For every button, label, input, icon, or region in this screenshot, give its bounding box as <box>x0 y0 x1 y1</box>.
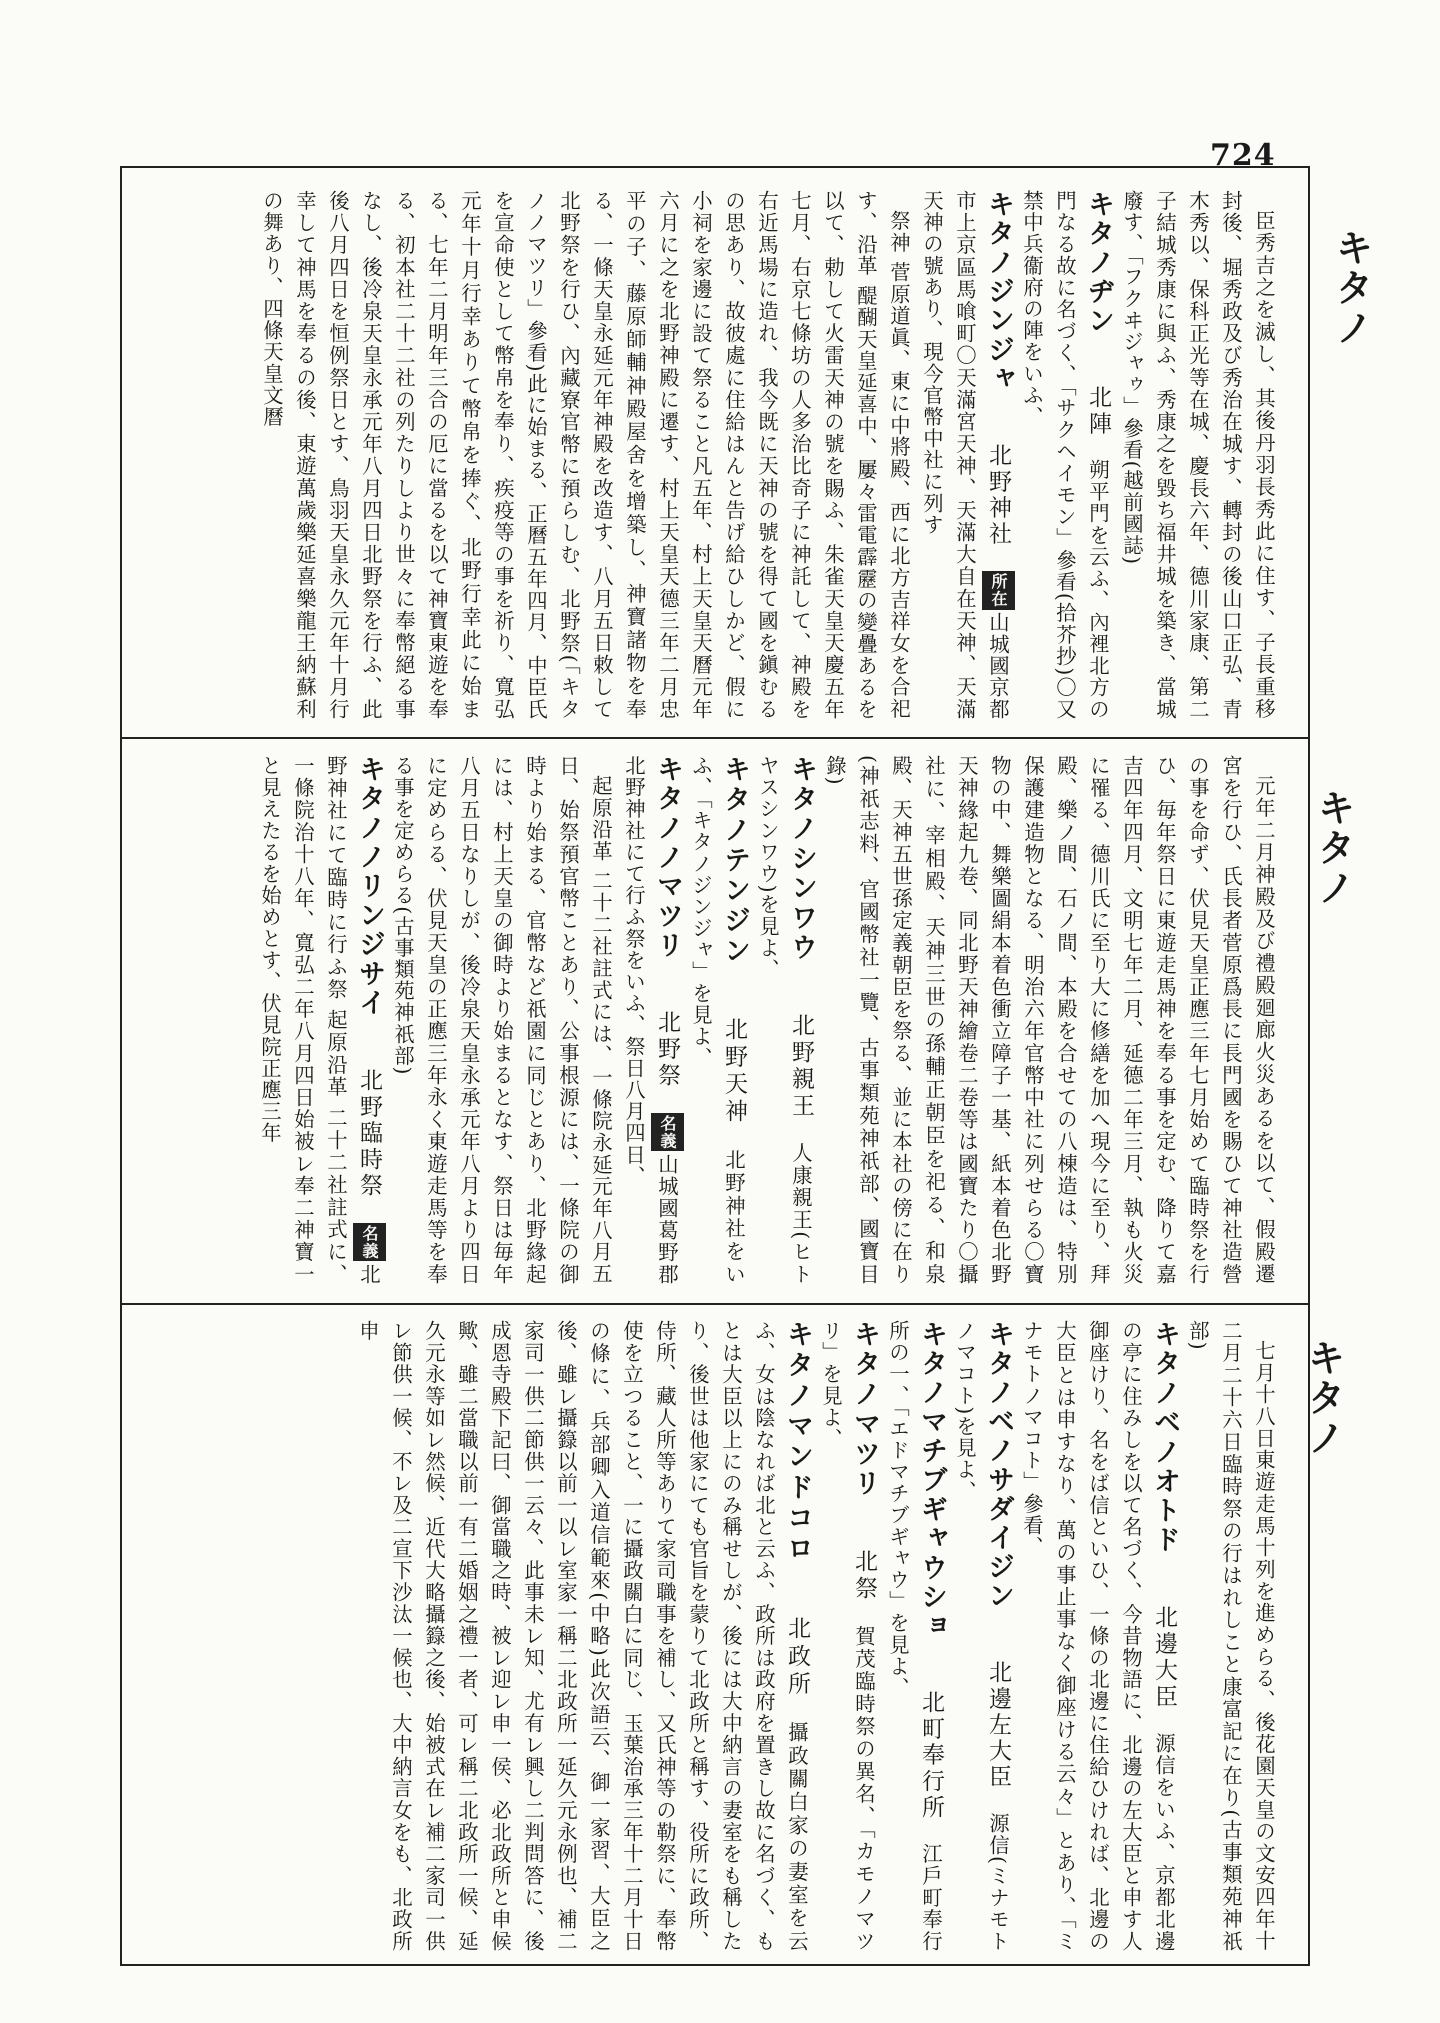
entry-body: 賀茂臨時祭の異名、「カモノマツリ」を見よ、 <box>819 1320 876 1952</box>
entry-headword: キタノマンドコロ <box>782 1320 813 1565</box>
continuation-text: 祭神 菅原道眞、東に中將殿、西に北方吉祥女を合祀す、沿革 醍醐天皇延喜中、屢々雷電霹靂の變疊あるを以て、勅して火雷天神の號を賜ふ、朱雀天皇天慶五年七月、右京七條坊の人多治比奇子に神託して、神殿を右近馬場に造れ、我今既に天神の號を得て國を鎭むるの思あり、故彼處に住給はんと告げ給ひしかど、假に小祠を家邊に設て祭ること凡五年、村上天皇天曆元年六月に之を北野神殿に遷す、村上天皇天德三年二月忠平の子、藤原師輔神殿屋舍を增築し、神寶諸物を奉る、一條天皇永延元年神殿を改造す、八月五日敕して北野祭を行ひ、內藏寮官幣に預らしむ、北野祭(「キタノノマツリ」參看)此に始まる、正曆五年四月、中臣氏を宣命使として幣帛を奉り、疾疫等の事を祈り、寬弘元年十月行幸ありて幣帛を捧ぐ、北野行幸此に始まる、七年二月明年三合の厄に當るを以て神寶東遊を奉る、初本社二十二社の列たりしより世々に奉幣絕る事なし、後冷泉天皇永承元年八月四日北野祭を行ふ、此後八月四日を恒例祭日とす、鳥羽天皇永久元年十月行幸して神馬を奉るの後、東遊萬歲樂延喜樂龍王納蘇利の舞あり、四條天皇文曆 <box>260 190 911 720</box>
dictionary-entry <box>684 755 751 1285</box>
entry-body: 北野神社にて臨時に行ふ祭 起原沿革 二十二社註式に、一條院治十八年、寬弘二年八月四日始被レ奉二神寶一と見えたるを始めとす、伏見院正應三年 <box>258 755 381 1285</box>
entry-kanji: 北野天神 <box>721 1017 747 1127</box>
dictionary-entry <box>751 755 818 1285</box>
entry-headword: キタノマチブギャウショ <box>916 1320 947 1642</box>
entry-tag: 所在 <box>982 571 1015 609</box>
entry-body: 人康親王(ヒトヤスシンワウ)を見よ、 <box>756 755 813 1285</box>
entry-kanji: 北野親王 <box>788 1012 814 1120</box>
continuation-text: 元年二月神殿及び禮殿廻廊火災あるを以て、假殿遷宮を行ひ、氏長者菅原爲長に長門國を賜ひて神社造營の事を命ず、伏見天皇正應三年七月始めて臨時祭を行ひ、毎年祭日に東遊走馬神を奉る事を定む、降りて嘉吉四年四月、文明七年二月、延德二年三月、執も火災に罹る、德川氏に至り大に修繕を加へ現今に至り、拜殿、樂ノ間、石ノ間、本殿を合せての八棟造は、特別保護建造物となる、明治六年官幣中社に列せらる〇寶物の中、舞樂圖絹本着色衝立障子一基、紙本着色北野天神緣起九卷、同北野天神繪卷二卷等は國寶たり〇攝社に、宰相殿、天神三世の孫輔正朝臣を祀る、和泉殿、天神五世孫定義朝臣を祭る、並に本社の傍に在り(神祇志料、官國幣社一覽、古事類苑神祇部、國寶目錄) <box>823 755 1276 1285</box>
entry-kanji: 北陣 <box>1085 385 1111 438</box>
entry-headword: キタノジンジャ <box>983 190 1014 394</box>
entry-headword: キタノマツリ <box>849 1320 880 1500</box>
entry-kanji: 北野臨時祭 <box>356 1067 382 1199</box>
running-head-1: キタノ <box>1329 228 1373 348</box>
entry-headword: キタノヂン <box>1083 190 1114 336</box>
dictionary-entry <box>253 755 386 1285</box>
continuation-text: 臣秀吉之を滅し、其後丹羽長秀此に住す、子長重移封後、堀秀政及び秀治在城す、轉封の後山口正弘、青木秀以、保科正光等在城、慶長六年、德川家康、第二子結城秀康に與ふ、秀康之を毀ち福井城を築き、當城廢す、「フクヰジャゥ」參看(越前國誌) <box>1120 190 1276 720</box>
dictionary-entry <box>881 1320 948 1952</box>
entry-body: 北野神社をいふ、「キタノジンジャ」を見よ、 <box>689 755 746 1285</box>
entry-headword: キタノテンジン <box>719 755 750 967</box>
entry-headword: キタノシンワウ <box>786 755 817 963</box>
entry-tag: 名義 <box>353 1223 386 1261</box>
band-divider-1 <box>120 737 1310 739</box>
band-middle <box>140 755 1280 1285</box>
entry-headword: キタノベノサダイジン <box>983 1320 1014 1612</box>
running-head-3: キタノ <box>1301 1338 1345 1458</box>
entry-body: 朔平門を云ふ、內裡北方の門なる故に名づく、「サクヘイモン」參看(拾芥抄)〇又禁中兵衞府の陣をいふ、 <box>1020 190 1110 720</box>
band-text <box>140 1320 1280 1952</box>
entry-kanji: 北野神社 <box>985 443 1011 548</box>
band-text <box>140 190 1280 720</box>
entry-body: 山城國葛野郡北野神社にて行ふ祭をいふ、祭日八月四日、 <box>622 755 679 1285</box>
entry-tag: 名義 <box>651 1113 684 1151</box>
entry-body: 源信をいふ、京都北邊の亭に住みしを以て名づく、今昔物語に、北邊の左大臣と申す人御座けり、名をば信といひ、一條の北邊に住給ひければ、北邊の大臣とは申すなり、萬の事止事なく御座ける云々」とあり、「ミナモトノマコト」參看、 <box>1020 1320 1176 1952</box>
entry-headword: キタノベノオトド <box>1149 1320 1180 1556</box>
entry-body: 源信(ミナモトノマコト)を見よ、 <box>953 1320 1010 1952</box>
dictionary-entry <box>1015 190 1115 720</box>
entry-body: 江戶町奉行所の一、「エドマチブギャウ」を見よ、 <box>886 1320 943 1952</box>
entry-body: 山城國京都市上京區馬喰町〇天滿宮天神、天滿大自在天神、天滿天神の號あり、現今官幣中社に列す <box>920 190 1010 720</box>
page-number: 724 <box>1210 138 1276 173</box>
entry-headword: キタノノリンジサイ <box>354 755 385 1019</box>
entry-headword: キタノノマツリ <box>652 755 683 961</box>
entry-kanji: 北野祭 <box>654 1009 680 1089</box>
entry-kanji: 北邊大臣 <box>1151 1604 1177 1711</box>
dictionary-entry <box>351 1320 814 1952</box>
dictionary-entry <box>1015 1320 1181 1952</box>
band-divider-2 <box>120 1303 1310 1305</box>
band-bottom <box>140 1320 1280 1952</box>
dictionary-entry <box>814 1320 881 1952</box>
entry-kanji: 北町奉行所 <box>918 1690 944 1822</box>
entry-kanji: 北祭 <box>851 1549 877 1604</box>
entry-kanji: 北邊左大臣 <box>985 1660 1011 1791</box>
entry-body: 攝政關白家の妻室を云ふ、女は陰なれば北と云ふ、政所は政府を置きし故に名づく、もとは大臣以上にのみ稱せしが、後には大中納言の妻室をも稱したり、後世は他家にても官旨を蒙りて北政所と稱す、役所に政所、侍所、藏人所等ありて家司職事を補し、又氏神等の勒祭に、奉幣使を立つること、一に攝政關白に同じ、玉葉治承三年十二月十日の條に、兵部卿入道信範來(中略)此次語云、御一家習、大臣之後、雖レ攝籙以前一以レ室家一稱二北政所一延久元永例也、補二家司一供二節供一云々、此事未レ知、尤有レ興し二判問答に、後成恩寺殿下記曰、御當職之時、被レ迎レ申一侯、必北政所と申候歟、雖二當職以前一有二婚姻之禮一者、可レ稱二北政所一候、延久元永等如レ然候、近代大略攝籙之後、始被式在レ補二家司一供レ節供一候、不レ及二宣下沙汰一候也、大中納言女をも、北政所申 <box>356 1320 809 1952</box>
dictionary-entry <box>617 755 684 1285</box>
running-head-2: キタノ <box>1311 788 1355 908</box>
continuation-text: 起原沿革 二十二社註式には、一條院永延元年八月五日、始祭預官幣ことあり、公事根源には、一條院の御時より始まる、官幣など祇園に同じとあり、北野緣起には、村上天皇の御時より始まるとなす、祭日は毎年八月五日なりしが、後冷泉天皇永承元年八月より四日に定めらる、伏見天皇の正應三年永く東遊走馬等を奉る事を定めらる(古事類苑神祇部) <box>391 755 613 1285</box>
entry-kanji: 北政所 <box>784 1615 810 1699</box>
dictionary-entry <box>915 190 1015 720</box>
continuation-text: 七月十八日東遊走馬十列を進めらる、後花園天皇の文安四年十二月二十六日臨時祭の行はれしこと康富記に在り(古事類苑神祇部) <box>1186 1320 1276 1952</box>
band-text <box>140 755 1280 1285</box>
dictionary-entry <box>948 1320 1015 1952</box>
band-top <box>140 190 1280 720</box>
